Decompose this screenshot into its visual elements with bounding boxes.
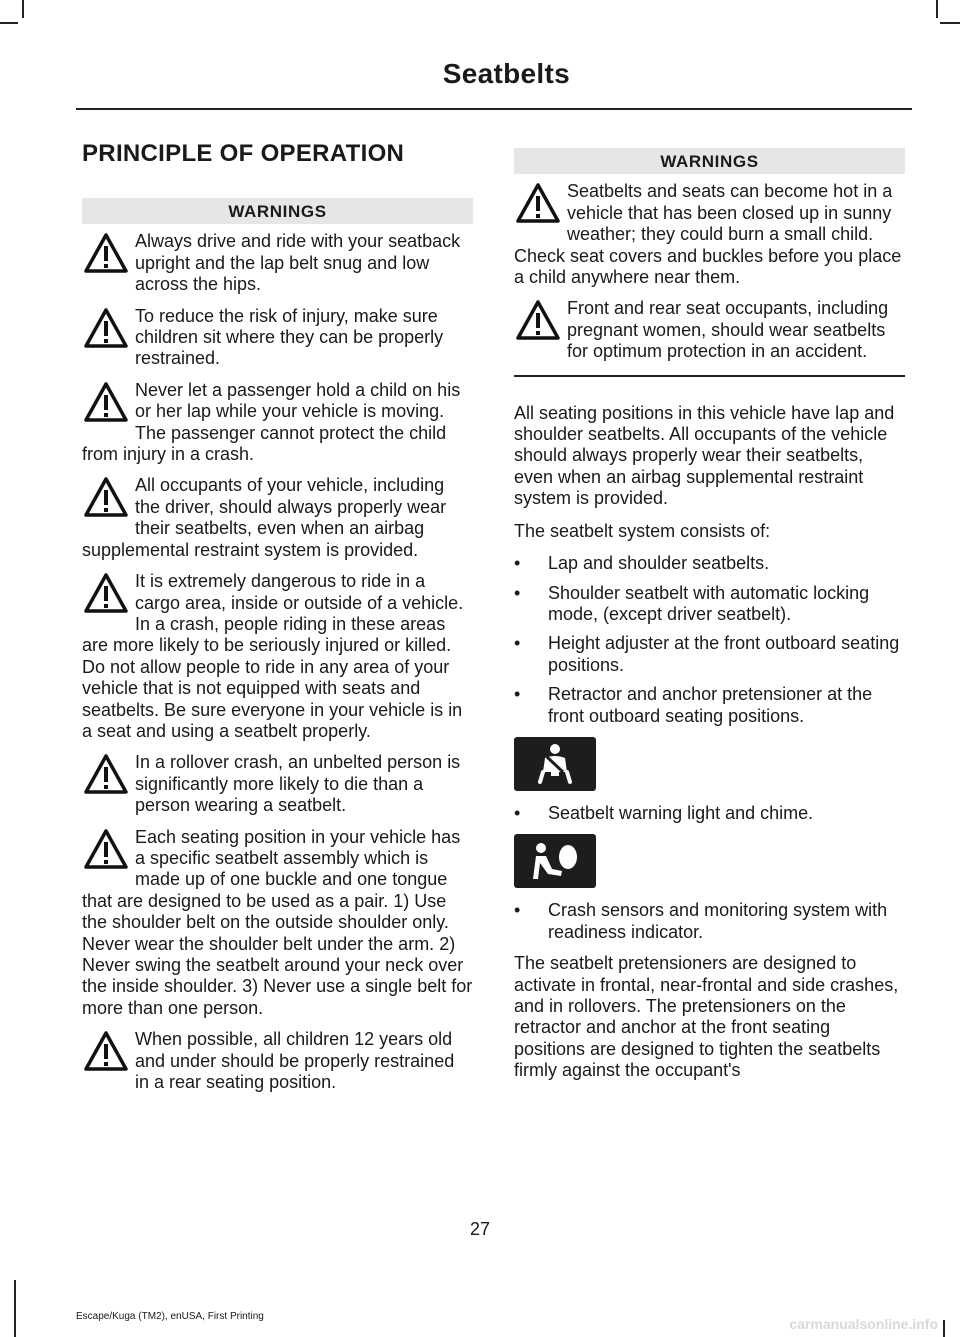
system-lead: The seatbelt system consists of:	[514, 520, 771, 541]
bullet-glyph: •	[514, 684, 521, 705]
seatbelt-warning-icon	[514, 737, 596, 791]
warnings-heading: WARNINGS	[514, 148, 905, 174]
warning-triangle-icon	[82, 231, 135, 283]
warning-item	[82, 827, 473, 1020]
warning-item	[514, 298, 905, 362]
warning-text: Front and rear seat occupants, including pregnant women, should wear seatbelts for optimum protection in an accident.	[567, 298, 889, 362]
warning-text: It is extremely dangerous to ride in a cargo area, inside or outside of a vehicle. In a crash, people riding in these areas are more likely to be seriously injured or killed. Do not allow people to ride in any area of your vehicle that is not equipped with seats and seatbelts. Be sure everyone in your vehicle is in a seat and using a seatbelt properly.	[82, 571, 464, 741]
warning-light-list	[514, 803, 905, 824]
warning-item	[82, 571, 473, 742]
warning-triangle-icon	[82, 475, 135, 527]
warning-item	[82, 380, 473, 466]
warning-item	[82, 475, 473, 561]
warning-item	[514, 181, 905, 288]
crop-mark	[940, 22, 960, 24]
page-header	[76, 58, 912, 110]
warning-item	[82, 1029, 473, 1093]
bullet-glyph: •	[514, 633, 521, 654]
crop-mark	[0, 22, 18, 24]
right-column	[514, 148, 905, 1093]
crop-mark	[936, 0, 938, 18]
warning-item	[82, 306, 473, 370]
warning-item	[82, 752, 473, 816]
warning-text: When possible, all children 12 years old and under should be properly restrained in a rear seating position.	[135, 1029, 455, 1093]
page-title: Seatbelts	[442, 58, 570, 89]
list-item: • Height adjuster at the front outboard seating positions.	[514, 633, 900, 675]
list-item: • Seatbelt warning light and chime.	[514, 802, 814, 823]
warning-triangle-icon	[514, 298, 567, 350]
list-item: • Lap and shoulder seatbelts.	[514, 553, 770, 574]
page-number: 27	[469, 1219, 491, 1239]
warning-triangle-icon	[82, 571, 135, 623]
crash-sensors-list	[514, 900, 905, 943]
crop-mark	[14, 1280, 16, 1337]
bullet-glyph: •	[514, 802, 521, 823]
warning-item	[82, 231, 473, 295]
bullet-glyph: •	[514, 553, 521, 574]
warnings-end-rule	[514, 375, 905, 377]
airbag-readiness-icon	[514, 834, 596, 888]
system-components-list	[514, 553, 905, 727]
warning-text: Always drive and ride with your seatback upright and the lap belt snug and low across the hips.	[135, 231, 461, 295]
closing-paragraph: The seatbelt pretensioners are designed to activate in frontal, near-frontal and side crashes, and in rollovers. The pretensioners on the retractor and anchor at the front seating positions are designed to tighten the seatbelts firmly against the occupant's	[514, 953, 899, 1081]
section-title: PRINCIPLE OF OPERATION	[82, 140, 405, 167]
crop-mark	[943, 1320, 945, 1337]
watermark: carmanualsonline.info	[789, 1316, 938, 1332]
warning-triangle-icon	[82, 1029, 135, 1081]
warning-text: All occupants of your vehicle, including the driver, should always properly wear their seatbelts, even when an airbag supplemental restraint system is provided.	[82, 475, 447, 560]
bullet-glyph: •	[514, 582, 521, 603]
crop-mark	[22, 0, 24, 18]
footer-edition: Escape/Kuga (TM2), enUSA, First Printing	[76, 1311, 264, 1322]
list-item: • Crash sensors and monitoring system with readiness indicator.	[514, 900, 888, 942]
bullet-glyph: •	[514, 900, 521, 921]
list-item: • Shoulder seatbelt with automatic locking mode, (except driver seatbelt).	[514, 582, 870, 624]
warning-triangle-icon	[82, 827, 135, 879]
warning-triangle-icon	[82, 380, 135, 432]
warning-triangle-icon	[82, 306, 135, 358]
warning-text: Each seating position in your vehicle has a specific seatbelt assembly which is made up of one buckle and one tongue that are designed to be used as a pair. 1) Use the shoulder belt on the outside shoulder only. Never wear the shoulder belt under the arm. 2) Never swing the seatbelt around your neck over the inside shoulder. 3) Never use a single belt for more than one person.	[82, 826, 473, 1018]
warning-triangle-icon	[514, 181, 567, 233]
warning-triangle-icon	[82, 752, 135, 804]
warning-text: Never let a passenger hold a child on his or her lap while your vehicle is moving. The passenger cannot protect the child from injury in a crash.	[82, 379, 461, 465]
warnings-heading: WARNINGS	[82, 198, 473, 224]
left-column	[82, 140, 473, 1103]
intro-paragraph: All seating positions in this vehicle have lap and shoulder seatbelts. All occupants of the vehicle should always properly wear their seatbelts, even when an airbag supplemental restraint system is provided.	[514, 402, 895, 509]
warning-text: To reduce the risk of injury, make sure children sit where they can be properly restrained.	[135, 305, 444, 369]
list-item: • Retractor and anchor pretensioner at the front outboard seating positions.	[514, 684, 873, 726]
warning-text: In a rollover crash, an unbelted person is significantly more likely to die than a person wearing a seatbelt.	[135, 752, 461, 816]
warning-text: Seatbelts and seats can become hot in a vehicle that has been closed up in sunny weather; they could burn a small child. Check seat covers and buckles before you place a child anywhere near them.	[514, 181, 902, 288]
